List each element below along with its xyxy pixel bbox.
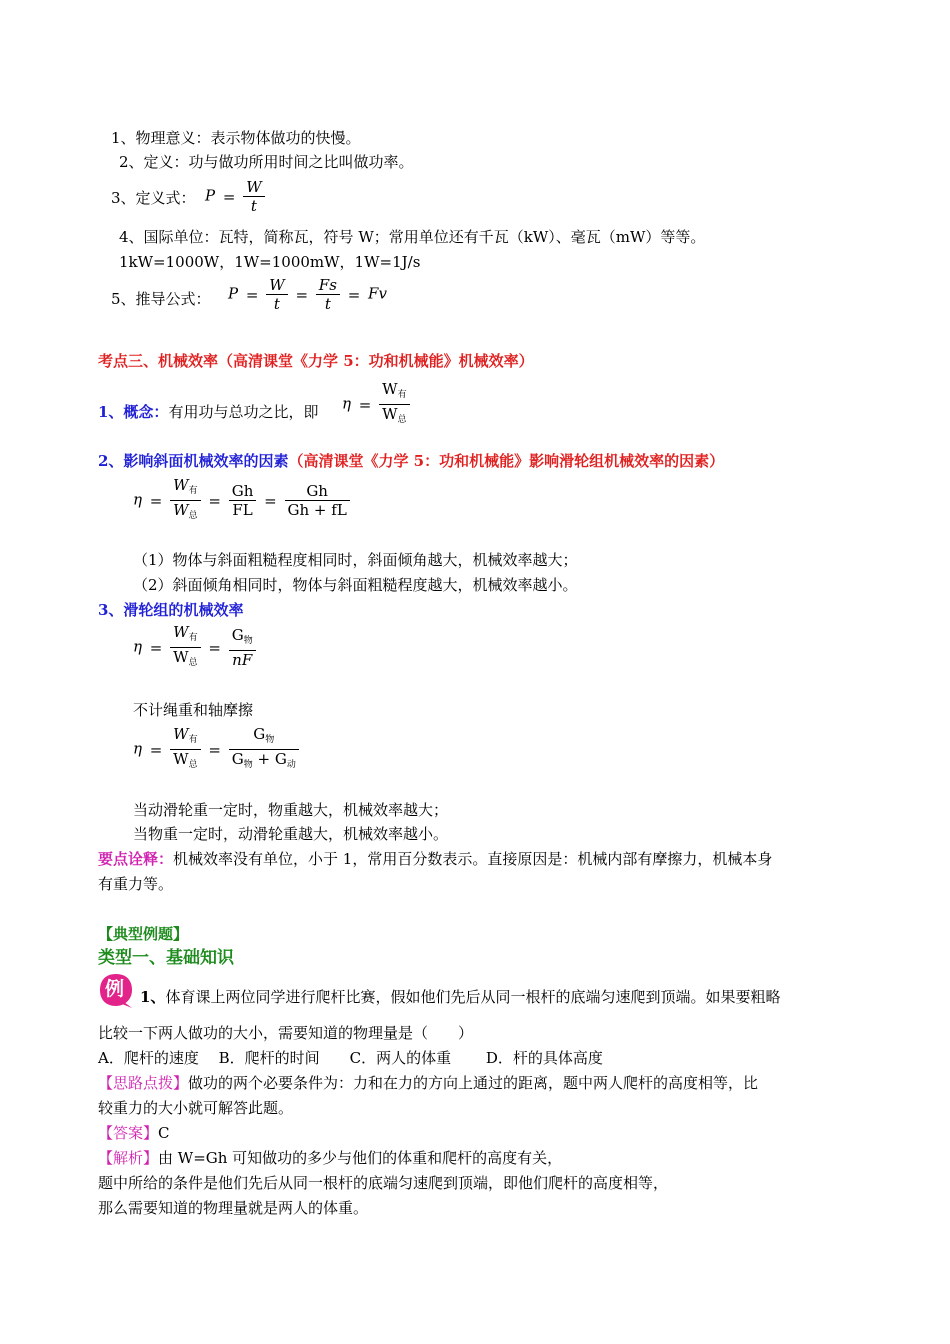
question-line-1 [140,987,780,1007]
example-badge [98,972,134,1008]
answer-line [98,1123,170,1143]
formula-eq: = [222,187,236,206]
power-definition: 2、定义：功与做功所用时间之比叫做功率。 [119,153,414,171]
formula-Gh-fL: Gh + fL [287,501,347,519]
hint-text: 做功的两个必要条件为：力和在力的方向上通过的距离，题中两人爬杆的高度相等，比 [188,1074,759,1092]
power-definition-formula [205,178,265,215]
question-number: 1、 [140,988,166,1006]
pulley-point-2: 当物重一定时，动滑轮重越大，机械效率越小。 [133,825,449,843]
pulley-formula [133,623,256,672]
formula-Gh: Gh [229,482,257,501]
formula-eq: = [358,395,372,414]
formula-t: t [324,295,331,313]
slope-formula [133,476,350,525]
formula-eq: = [149,491,163,510]
sub-total: 总 [188,760,198,770]
formula-t: t [273,295,280,313]
power-formula-label: 3、定义式： [111,189,196,207]
examples-header: 【典型例题】 [98,925,189,943]
sub-total: 总 [397,415,407,425]
slope-heading [98,451,724,471]
pulley-point-1: 当动滑轮重一定时，物重越大，机械效率越大； [133,801,449,819]
sub-object: 物 [243,636,253,646]
formula-Fv: Fv [368,284,387,303]
analysis-line-3: 那么需要知道的物理量就是两人的体重。 [98,1199,369,1217]
answer-value: C [158,1124,170,1142]
formula-eta: η [342,394,351,413]
formula-W: W [382,405,398,423]
key-points-label: 要点诠释： [98,850,174,868]
slope-point-1: （1）物体与斜面粗糙程度相同时，斜面倾角越大，机械效率越大； [133,551,578,569]
formula-W: W [173,750,189,768]
sub-useful: 有 [188,486,198,496]
formula-W: W [173,623,189,641]
formula-W: W [173,648,189,666]
formula-t: t [250,197,257,215]
heading-reference: （高清课堂《力学 5：功和机械能》机械效率） [218,352,534,370]
power-derived-label: 5、推导公式： [111,290,211,308]
power-meaning: 1、物理意义：表示物体做功的快慢。 [111,129,361,147]
key-points-line-2: 有重力等。 [98,875,174,893]
power-unit: 4、国际单位：瓦特，简称瓦，符号 W；常用单位还有千瓦（kW）、毫瓦（mW）等等。 [119,228,706,246]
hint-line-1 [98,1073,758,1093]
pulley-heading: 3、滑轮组的机械效率 [98,601,244,619]
sub-moving: 动 [286,760,296,770]
hint-line-2: 较重力的大小就可解答此题。 [98,1099,294,1117]
formula-G: G [231,626,244,644]
formula-G: G [231,750,244,768]
question-options: A．爬杆的速度 B．爬杆的时间 C．两人的体重 D．杆的具体高度 [98,1049,603,1067]
answer-label: 【答案】 [98,1124,159,1142]
slope-reference: （高清课堂《力学 5：功和机械能》影响滑轮组机械效率的因素） [288,452,725,470]
formula-eta: η [133,637,142,656]
formula-eq: = [149,638,163,657]
formula-eta: η [133,739,142,758]
formula-eq: = [264,491,277,510]
pulley-note: 不计绳重和轴摩擦 [133,701,254,719]
formula-Gh: Gh [285,482,350,501]
formula-Fs: Fs [316,276,340,295]
formula-eq: = [208,638,221,657]
concept-line [98,402,318,422]
sub-useful: 有 [188,735,198,745]
power-derived-formula [228,276,387,313]
formula-W: W [266,276,287,295]
formula-plus: + [257,750,271,768]
sub-object: 物 [243,760,253,770]
analysis-text: 由 W=Gh 可知做功的多少与他们的体重和爬杆的高度有关， [158,1149,563,1167]
concept-text: 有用功与总功之比，即 [168,403,319,421]
sub-useful: 有 [188,633,198,643]
sub-useful: 有 [397,390,407,400]
formula-eq: = [347,285,361,304]
sub-total: 总 [188,658,198,668]
hint-label: 【思路点拨】 [98,1074,189,1092]
question-text: 体育课上两位同学进行爬杆比赛，假如他们先后从同一根杆的底端匀速爬到顶端。如果要粗略 [165,988,781,1006]
pulley-formula-ideal [133,725,299,774]
formula-G: G [274,750,287,768]
formula-W: W [173,501,189,519]
formula-P: P [205,186,216,205]
formula-W: W [243,178,264,197]
formula-eq: = [245,285,259,304]
example-badge-label: 例 [105,978,125,1000]
formula-eta: η [133,490,142,509]
analysis-line-1 [98,1148,562,1168]
slope-point-2: （2）斜面倾角相同时，物体与斜面粗糙程度越大，机械效率越小。 [133,576,578,594]
sub-object: 物 [265,735,275,745]
formula-P: P [228,284,239,303]
concept-formula [342,380,410,429]
formula-eq: = [208,491,221,510]
power-unit-conversion: 1kW=1000W，1W=1000mW，1W=1J/s [119,253,421,271]
formula-G: G [253,725,266,743]
heading-text: 考点三、机械效率 [98,352,219,370]
efficiency-heading [98,351,534,371]
formula-eq: = [149,740,163,759]
key-points-text: 机械效率没有单位，小于 1，常用百分数表示。直接原因是：机械内部有摩擦力，机械本身 [173,850,773,868]
analysis-label: 【解析】 [98,1149,159,1167]
type-one-heading: 类型一、基础知识 [98,948,234,968]
question-line-2: 比较一下两人做功的大小，需要知道的物理量是（ ） [98,1024,474,1042]
slope-label: 2、影响斜面机械效率的因素 [98,452,289,470]
formula-W: W [173,476,189,494]
formula-W: W [173,725,189,743]
key-points-line-1 [98,849,772,869]
sub-total: 总 [188,511,198,521]
analysis-line-2: 题中所给的条件是他们先后从同一根杆的底端匀速爬到顶端，即他们爬杆的高度相等， [98,1174,669,1192]
formula-eq: = [295,285,309,304]
formula-W: W [382,380,398,398]
formula-nF: nF [232,651,253,669]
formula-eq: = [208,740,221,759]
concept-label: 1、概念： [98,403,169,421]
formula-FL: FL [232,501,253,519]
